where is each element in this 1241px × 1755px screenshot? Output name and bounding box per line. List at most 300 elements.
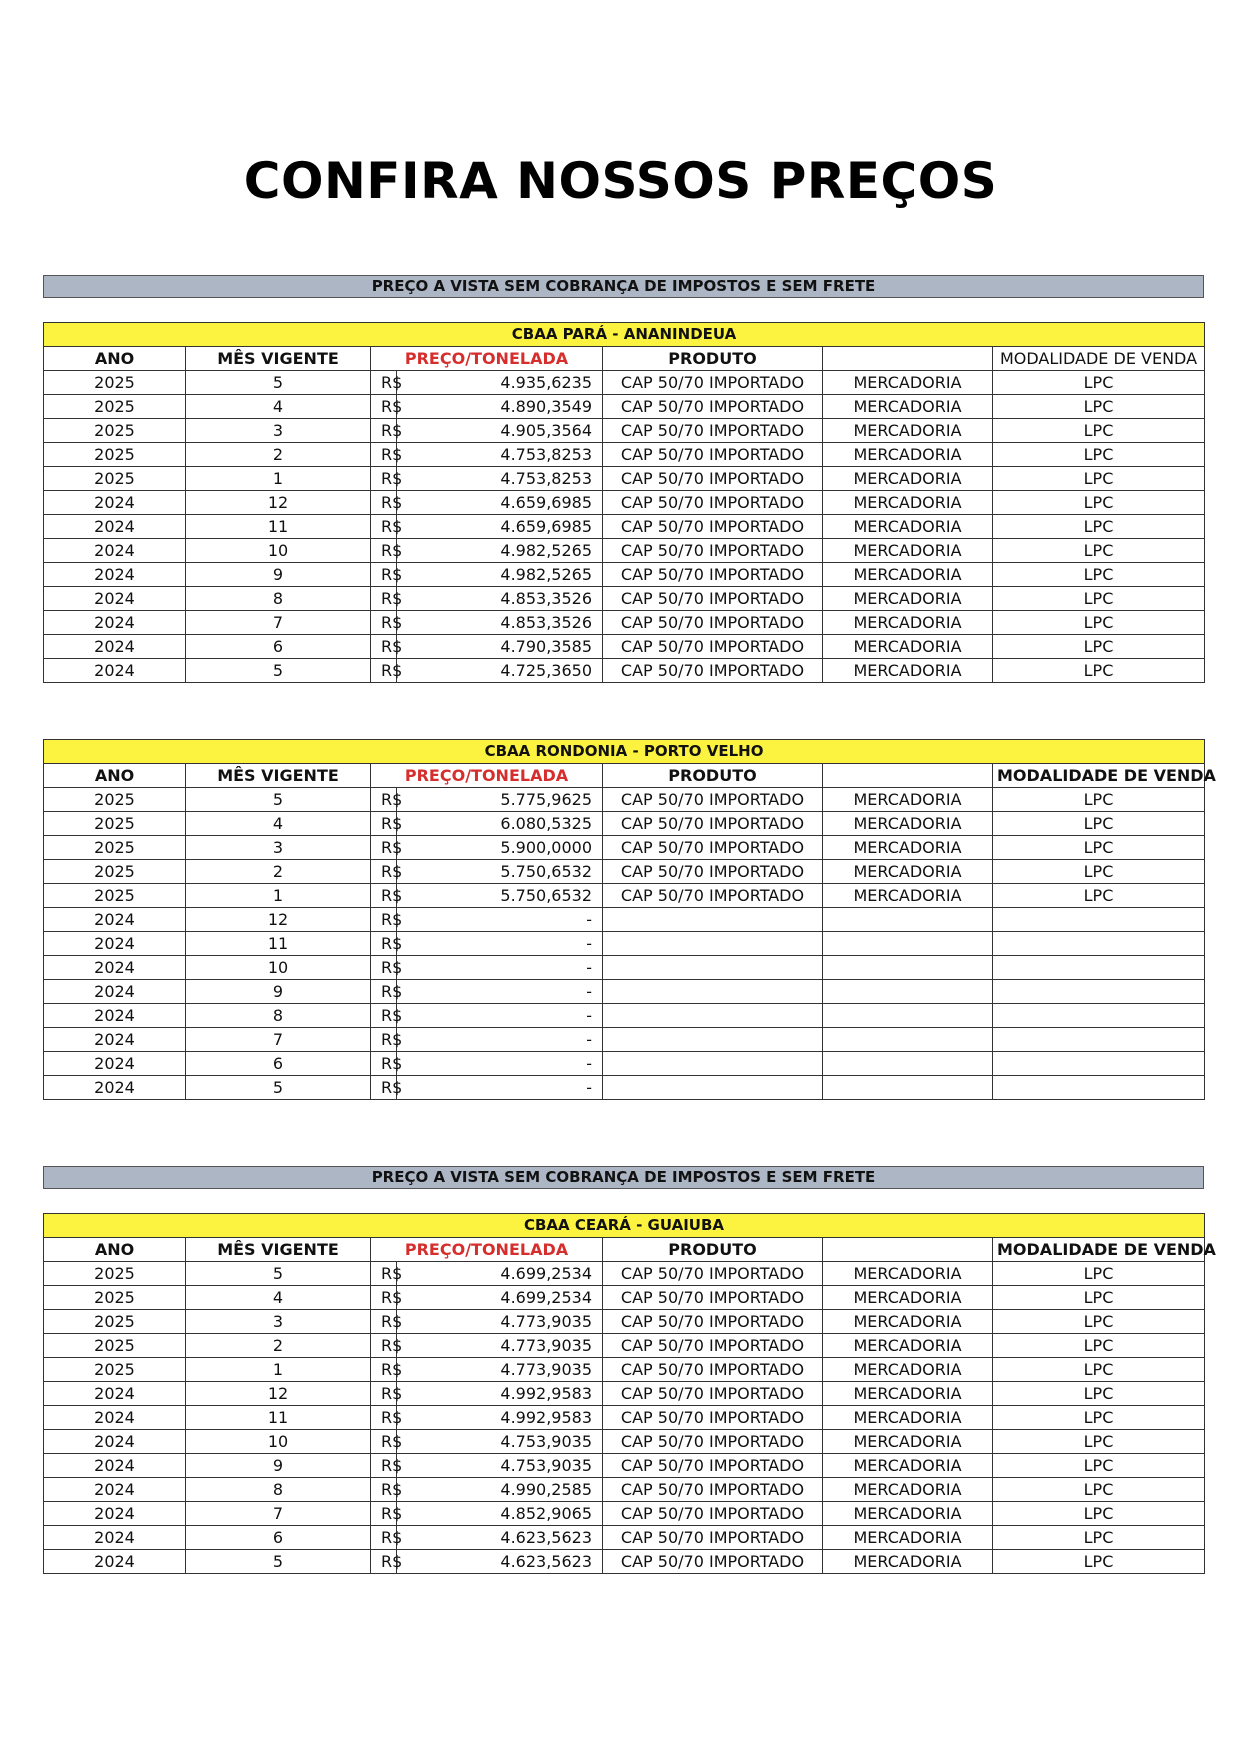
cell-produto: CAP 50/70 IMPORTADO [603,395,823,419]
cell-ano: 2025 [44,884,186,908]
cell-mes: 5 [186,788,371,812]
cell-ano: 2025 [44,443,186,467]
cell-produto [603,908,823,932]
cell-preco: 4.773,9035 [397,1334,603,1358]
cell-ano: 2025 [44,860,186,884]
cell-ano: 2024 [44,1550,186,1574]
header-modalidade: MODALIDADE DE VENDA [993,347,1205,371]
cell-currency: R$ [371,1286,397,1310]
cell-modalidade [993,980,1205,1004]
cell-currency: R$ [371,1502,397,1526]
cell-modalidade [993,1004,1205,1028]
cell-mes: 1 [186,467,371,491]
cell-tipo: MERCADORIA [823,1310,993,1334]
table-row [44,1430,1205,1454]
cell-modalidade: LPC [993,659,1205,683]
cell-tipo: MERCADORIA [823,836,993,860]
table-row [44,1382,1205,1406]
cell-tipo [823,932,993,956]
cell-ano: 2024 [44,1454,186,1478]
cell-produto [603,956,823,980]
table-body [44,740,1216,1100]
cell-preco: - [397,908,603,932]
cell-preco: 4.790,3585 [397,635,603,659]
table-row [44,419,1205,443]
table-row [44,515,1205,539]
cell-modalidade: LPC [993,1358,1205,1382]
cell-tipo [823,908,993,932]
cell-ano: 2024 [44,1478,186,1502]
cell-produto: CAP 50/70 IMPORTADO [603,1502,823,1526]
header-produto: PRODUTO [603,764,823,788]
cell-currency: R$ [371,1310,397,1334]
cell-ano: 2025 [44,1286,186,1310]
header-ano: ANO [44,1238,186,1262]
cell-tipo: MERCADORIA [823,860,993,884]
cell-ano: 2024 [44,659,186,683]
table-row [44,1286,1205,1310]
cell-produto: CAP 50/70 IMPORTADO [603,860,823,884]
cell-ano: 2025 [44,812,186,836]
cell-mes: 11 [186,932,371,956]
cell-ano: 2024 [44,491,186,515]
table-row [44,1310,1205,1334]
table-body [44,323,1205,683]
cell-ano: 2025 [44,1358,186,1382]
cell-modalidade: LPC [993,1502,1205,1526]
cell-currency: R$ [371,812,397,836]
cell-mes: 6 [186,1526,371,1550]
cell-produto: CAP 50/70 IMPORTADO [603,836,823,860]
cell-preco: 4.990,2585 [397,1478,603,1502]
cell-tipo: MERCADORIA [823,491,993,515]
cell-modalidade: LPC [993,1262,1205,1286]
table-row [44,1004,1205,1028]
cell-tipo: MERCADORIA [823,884,993,908]
cell-mes: 9 [186,563,371,587]
cell-preco: 4.982,5265 [397,539,603,563]
cell-produto: CAP 50/70 IMPORTADO [603,659,823,683]
cell-mes: 3 [186,1310,371,1334]
cell-modalidade: LPC [993,635,1205,659]
cell-mes: 3 [186,836,371,860]
cell-tipo: MERCADORIA [823,539,993,563]
table-row [44,1502,1205,1526]
cell-mes: 5 [186,1076,371,1100]
cell-currency: R$ [371,659,397,683]
header-preco: PREÇO/TONELADA [371,1238,603,1262]
cell-produto: CAP 50/70 IMPORTADO [603,1310,823,1334]
cell-modalidade: LPC [993,1430,1205,1454]
cell-mes: 10 [186,956,371,980]
cell-ano: 2024 [44,932,186,956]
cell-modalidade: LPC [993,491,1205,515]
cell-preco: 4.773,9035 [397,1310,603,1334]
cell-currency: R$ [371,1478,397,1502]
cell-currency: R$ [371,1028,397,1052]
cell-mes: 10 [186,539,371,563]
cell-preco: - [397,1076,603,1100]
cell-produto: CAP 50/70 IMPORTADO [603,812,823,836]
cell-produto [603,980,823,1004]
header-mes: MÊS VIGENTE [186,764,371,788]
cell-mes: 4 [186,395,371,419]
cell-preco: 5.775,9625 [397,788,603,812]
cell-ano: 2025 [44,1262,186,1286]
cell-tipo [823,1052,993,1076]
header-produto: PRODUTO [603,1238,823,1262]
header-tipo [823,1238,993,1262]
table-row [44,1052,1205,1076]
cell-modalidade [993,956,1205,980]
cell-tipo: MERCADORIA [823,788,993,812]
cell-modalidade: LPC [993,1406,1205,1430]
cell-produto: CAP 50/70 IMPORTADO [603,1430,823,1454]
table-title: CBAA RONDONIA - PORTO VELHO [44,740,1205,764]
cell-tipo: MERCADORIA [823,467,993,491]
cell-currency: R$ [371,980,397,1004]
cell-tipo [823,1028,993,1052]
cell-preco: 5.750,6532 [397,860,603,884]
cell-mes: 11 [186,515,371,539]
cell-preco: 4.753,8253 [397,443,603,467]
cell-mes: 2 [186,443,371,467]
cell-tipo: MERCADORIA [823,371,993,395]
cell-preco: 4.992,9583 [397,1406,603,1430]
cell-produto: CAP 50/70 IMPORTADO [603,419,823,443]
cell-produto: CAP 50/70 IMPORTADO [603,884,823,908]
table-row [44,587,1205,611]
cell-preco: 4.992,9583 [397,1382,603,1406]
cell-modalidade: LPC [993,467,1205,491]
cell-modalidade [993,932,1205,956]
cell-currency: R$ [371,1052,397,1076]
cell-preco: 4.773,9035 [397,1358,603,1382]
cell-tipo: MERCADORIA [823,395,993,419]
cell-tipo: MERCADORIA [823,1262,993,1286]
cell-currency: R$ [371,491,397,515]
table-row [44,1550,1205,1574]
cell-mes: 5 [186,1262,371,1286]
cell-currency: R$ [371,1526,397,1550]
cell-modalidade: LPC [993,860,1205,884]
header-produto: PRODUTO [603,347,823,371]
cell-mes: 5 [186,659,371,683]
cell-produto: CAP 50/70 IMPORTADO [603,635,823,659]
cell-currency: R$ [371,635,397,659]
cell-modalidade: LPC [993,1526,1205,1550]
cell-mes: 4 [186,812,371,836]
cell-ano: 2025 [44,371,186,395]
cell-mes: 9 [186,980,371,1004]
cell-ano: 2025 [44,419,186,443]
cell-ano: 2024 [44,1502,186,1526]
cell-ano: 2024 [44,908,186,932]
table-row [44,860,1205,884]
cell-tipo [823,1076,993,1100]
cell-produto: CAP 50/70 IMPORTADO [603,539,823,563]
cell-tipo: MERCADORIA [823,1454,993,1478]
cell-tipo: MERCADORIA [823,515,993,539]
cell-tipo: MERCADORIA [823,587,993,611]
cell-currency: R$ [371,1076,397,1100]
table-body [44,1214,1216,1574]
cell-ano: 2024 [44,635,186,659]
cell-ano: 2025 [44,1334,186,1358]
cell-currency: R$ [371,1454,397,1478]
table-title: CBAA PARÁ - ANANINDEUA [44,323,1205,347]
cell-preco: 4.753,9035 [397,1454,603,1478]
table-row [44,980,1205,1004]
cell-produto: CAP 50/70 IMPORTADO [603,1454,823,1478]
banner: PREÇO A VISTA SEM COBRANÇA DE IMPOSTOS E SEM FRETE [43,275,1204,298]
table-row [44,884,1205,908]
cell-produto: CAP 50/70 IMPORTADO [603,1286,823,1310]
cell-currency: R$ [371,563,397,587]
table-row [44,371,1205,395]
cell-modalidade: LPC [993,563,1205,587]
cell-modalidade: LPC [993,419,1205,443]
cell-preco: 4.623,5623 [397,1550,603,1574]
cell-currency: R$ [371,836,397,860]
cell-produto: CAP 50/70 IMPORTADO [603,491,823,515]
cell-tipo: MERCADORIA [823,635,993,659]
cell-mes: 12 [186,491,371,515]
cell-mes: 1 [186,1358,371,1382]
cell-ano: 2024 [44,611,186,635]
cell-produto [603,1028,823,1052]
cell-preco: 5.900,0000 [397,836,603,860]
cell-currency: R$ [371,1550,397,1574]
cell-ano: 2024 [44,1406,186,1430]
cell-ano: 2024 [44,539,186,563]
cell-mes: 10 [186,1430,371,1454]
cell-preco: - [397,956,603,980]
cell-tipo: MERCADORIA [823,563,993,587]
cell-currency: R$ [371,860,397,884]
cell-preco: 4.853,3526 [397,611,603,635]
cell-mes: 8 [186,1478,371,1502]
cell-mes: 7 [186,1028,371,1052]
header-tipo [823,347,993,371]
table-row [44,1028,1205,1052]
cell-produto: CAP 50/70 IMPORTADO [603,1526,823,1550]
cell-currency: R$ [371,884,397,908]
cell-currency: R$ [371,1358,397,1382]
cell-ano: 2024 [44,1028,186,1052]
cell-produto: CAP 50/70 IMPORTADO [603,1382,823,1406]
cell-mes: 12 [186,908,371,932]
cell-mes: 6 [186,1052,371,1076]
table-row [44,1262,1205,1286]
table-row [44,812,1205,836]
header-tipo [823,764,993,788]
cell-preco: 4.935,6235 [397,371,603,395]
cell-produto: CAP 50/70 IMPORTADO [603,1262,823,1286]
cell-modalidade: LPC [993,1454,1205,1478]
cell-modalidade: LPC [993,539,1205,563]
cell-modalidade [993,1052,1205,1076]
table-row [44,956,1205,980]
cell-preco: - [397,980,603,1004]
cell-mes: 8 [186,1004,371,1028]
cell-produto: CAP 50/70 IMPORTADO [603,1478,823,1502]
cell-produto: CAP 50/70 IMPORTADO [603,788,823,812]
header-modalidade: MODALIDADE DE VENDA [993,1238,1205,1262]
header-mes: MÊS VIGENTE [186,1238,371,1262]
table-row [44,467,1205,491]
cell-currency: R$ [371,908,397,932]
cell-preco: - [397,1052,603,1076]
cell-mes: 5 [186,371,371,395]
cell-ano: 2025 [44,467,186,491]
cell-tipo [823,980,993,1004]
table-row [44,635,1205,659]
table-row [44,659,1205,683]
cell-modalidade: LPC [993,788,1205,812]
cell-preco: 5.750,6532 [397,884,603,908]
cell-modalidade: LPC [993,836,1205,860]
table-row [44,1406,1205,1430]
table-row [44,1478,1205,1502]
cell-modalidade: LPC [993,884,1205,908]
cell-tipo: MERCADORIA [823,812,993,836]
cell-modalidade: LPC [993,611,1205,635]
cell-mes: 1 [186,884,371,908]
cell-preco: 4.659,6985 [397,515,603,539]
cell-mes: 11 [186,1406,371,1430]
cell-preco: 4.852,9065 [397,1502,603,1526]
banner: PREÇO A VISTA SEM COBRANÇA DE IMPOSTOS E SEM FRETE [43,1166,1204,1189]
cell-currency: R$ [371,515,397,539]
cell-produto: CAP 50/70 IMPORTADO [603,1334,823,1358]
cell-produto: CAP 50/70 IMPORTADO [603,443,823,467]
cell-ano: 2025 [44,788,186,812]
cell-preco: - [397,1004,603,1028]
cell-currency: R$ [371,371,397,395]
cell-currency: R$ [371,1004,397,1028]
cell-preco: 4.905,3564 [397,419,603,443]
cell-modalidade: LPC [993,1286,1205,1310]
cell-ano: 2024 [44,563,186,587]
table-row [44,395,1205,419]
cell-ano: 2024 [44,1076,186,1100]
cell-preco: - [397,932,603,956]
header-ano: ANO [44,764,186,788]
cell-tipo: MERCADORIA [823,1478,993,1502]
cell-modalidade: LPC [993,812,1205,836]
cell-tipo: MERCADORIA [823,611,993,635]
header-modalidade: MODALIDADE DE VENDA [993,764,1205,788]
table-row [44,1334,1205,1358]
cell-tipo: MERCADORIA [823,659,993,683]
cell-produto: CAP 50/70 IMPORTADO [603,371,823,395]
cell-ano: 2024 [44,956,186,980]
cell-modalidade [993,908,1205,932]
header-mes: MÊS VIGENTE [186,347,371,371]
cell-tipo: MERCADORIA [823,1526,993,1550]
header-preco: PREÇO/TONELADA [371,764,603,788]
cell-mes: 7 [186,1502,371,1526]
cell-produto: CAP 50/70 IMPORTADO [603,467,823,491]
table-row [44,611,1205,635]
cell-modalidade: LPC [993,1382,1205,1406]
cell-tipo: MERCADORIA [823,443,993,467]
cell-currency: R$ [371,1430,397,1454]
cell-preco: - [397,1028,603,1052]
cell-preco: 4.753,9035 [397,1430,603,1454]
cell-preco: 4.890,3549 [397,395,603,419]
cell-currency: R$ [371,443,397,467]
cell-currency: R$ [371,1382,397,1406]
cell-produto: CAP 50/70 IMPORTADO [603,515,823,539]
cell-currency: R$ [371,1262,397,1286]
cell-tipo: MERCADORIA [823,1550,993,1574]
cell-preco: 4.699,2534 [397,1286,603,1310]
cell-tipo: MERCADORIA [823,1382,993,1406]
cell-ano: 2024 [44,1052,186,1076]
cell-tipo [823,956,993,980]
cell-currency: R$ [371,788,397,812]
cell-mes: 8 [186,587,371,611]
cell-ano: 2024 [44,1526,186,1550]
table-title: CBAA CEARÁ - GUAIUBA [44,1214,1205,1238]
cell-preco: 6.080,5325 [397,812,603,836]
table-row [44,539,1205,563]
cell-mes: 3 [186,419,371,443]
cell-mes: 5 [186,1550,371,1574]
cell-modalidade: LPC [993,371,1205,395]
table-row [44,491,1205,515]
price-table [43,322,1205,683]
cell-preco: 4.699,2534 [397,1262,603,1286]
cell-currency: R$ [371,932,397,956]
cell-tipo: MERCADORIA [823,1502,993,1526]
cell-currency: R$ [371,956,397,980]
cell-mes: 6 [186,635,371,659]
cell-ano: 2025 [44,836,186,860]
cell-currency: R$ [371,611,397,635]
cell-currency: R$ [371,467,397,491]
cell-produto: CAP 50/70 IMPORTADO [603,611,823,635]
table-row [44,1454,1205,1478]
cell-ano: 2024 [44,515,186,539]
cell-preco: 4.753,8253 [397,467,603,491]
header-ano: ANO [44,347,186,371]
cell-modalidade: LPC [993,395,1205,419]
cell-currency: R$ [371,1406,397,1430]
cell-tipo: MERCADORIA [823,1334,993,1358]
cell-modalidade: LPC [993,1334,1205,1358]
cell-tipo: MERCADORIA [823,1406,993,1430]
cell-produto: CAP 50/70 IMPORTADO [603,1406,823,1430]
cell-modalidade: LPC [993,443,1205,467]
cell-ano: 2024 [44,1430,186,1454]
header-preco: PREÇO/TONELADA [371,347,603,371]
cell-ano: 2024 [44,1004,186,1028]
cell-mes: 2 [186,1334,371,1358]
cell-preco: 4.659,6985 [397,491,603,515]
cell-produto [603,1076,823,1100]
cell-produto: CAP 50/70 IMPORTADO [603,1550,823,1574]
cell-preco: 4.725,3650 [397,659,603,683]
cell-mes: 2 [186,860,371,884]
price-table [43,1213,1216,1574]
cell-currency: R$ [371,1334,397,1358]
cell-tipo: MERCADORIA [823,1430,993,1454]
table-row [44,908,1205,932]
cell-mes: 9 [186,1454,371,1478]
